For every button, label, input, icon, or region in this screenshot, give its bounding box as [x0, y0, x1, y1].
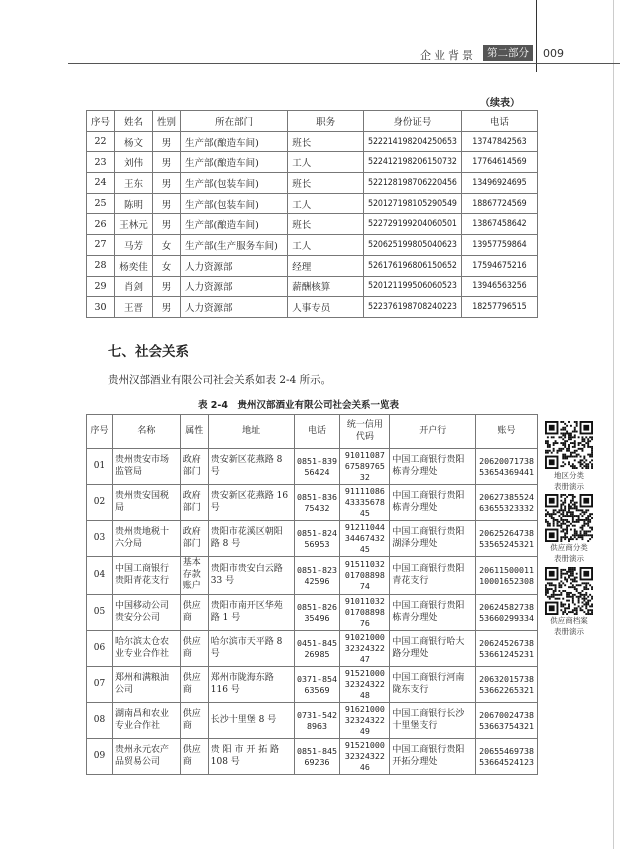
- table-cell: 13957759864: [461, 235, 537, 256]
- table-cell: 生产部(包装车间): [180, 173, 287, 194]
- table-cell: 王东: [115, 173, 153, 194]
- col-header: 电话: [461, 111, 537, 132]
- table-row: [87, 214, 538, 235]
- section-title: 七、社会关系: [108, 344, 189, 360]
- table-cell: 贵安新区花燕路 8 号: [208, 449, 294, 485]
- table-cell: 18257796515: [461, 297, 537, 318]
- table-cell: 08: [87, 703, 113, 739]
- table-cell: 人力资源部: [180, 276, 287, 297]
- page-number: 009: [543, 47, 564, 60]
- page-edge-line: [613, 0, 614, 849]
- table-cell: 供应商: [180, 595, 208, 631]
- table-row: [87, 595, 538, 631]
- table-cell: 政府部门: [180, 449, 208, 485]
- table-cell: 男: [152, 297, 180, 318]
- table-cell: 03: [87, 521, 113, 557]
- table-cell: 生产部(包装车间): [180, 193, 287, 214]
- table-cell: 2061150001110001652308: [476, 557, 538, 595]
- col-header: 电话: [294, 415, 340, 449]
- table-row: [87, 276, 538, 297]
- table-cell: 供应商: [180, 739, 208, 775]
- table-cell: 中国工商银行贵阳开拓分理处: [390, 739, 476, 775]
- table-row: [87, 739, 538, 775]
- table-header-row: [87, 415, 538, 449]
- table-cell: 07: [87, 667, 113, 703]
- table-row: [87, 667, 538, 703]
- table-cell: 2063201573853662265321: [476, 667, 538, 703]
- table-cell: 生产部(酿造车间): [180, 214, 287, 235]
- table-cell: 29: [87, 276, 115, 297]
- table-cell: 910110876758976532: [340, 449, 390, 485]
- header-divider-horizontal: [68, 63, 620, 64]
- table-row: [87, 521, 538, 557]
- table-cell: 0851-82635496: [294, 595, 340, 631]
- table-cell: 女: [152, 235, 180, 256]
- table-cell: 马芳: [115, 235, 153, 256]
- col-header: 身份证号: [364, 111, 462, 132]
- table-cell: 中国工商银行贵阳栋青分理处: [390, 485, 476, 521]
- table-cell: 06: [87, 631, 113, 667]
- col-header: 所在部门: [180, 111, 287, 132]
- col-header: 序号: [87, 111, 115, 132]
- table-cell: 24: [87, 173, 115, 194]
- table-cell: 中国移动公司贵安分公司: [112, 595, 180, 631]
- table-cell: 供应商: [180, 631, 208, 667]
- table-row: [87, 131, 538, 152]
- table-cell: 薪酬核算: [288, 276, 364, 297]
- table-cell: 522128198706220456: [364, 173, 462, 194]
- table-cell: 522376198708240223: [364, 297, 462, 318]
- table-cell: 中国工商银行哈大路分理处: [390, 631, 476, 667]
- table-cell: 22: [87, 131, 115, 152]
- table-cell: 贵州贵地税十六分局: [112, 521, 180, 557]
- table-cell: 27: [87, 235, 115, 256]
- qr-label-supplier-class: 供应商分类 表册演示: [550, 543, 588, 563]
- table-cell: 911110864333567845: [340, 485, 390, 521]
- qr-code-supplier-class[interactable]: [545, 494, 593, 542]
- table-row: [87, 152, 538, 173]
- table-cell: 526176196806150652: [364, 255, 462, 276]
- table-cell: 13946563256: [461, 276, 537, 297]
- table-cell: 0851-82342596: [294, 557, 340, 595]
- table-cell: 02: [87, 485, 113, 521]
- col-header: 姓名: [115, 111, 153, 132]
- table-cell: 0731-5428963: [294, 703, 340, 739]
- table-cell: 人事专员: [288, 297, 364, 318]
- table-cell: 班长: [288, 214, 364, 235]
- table-cell: 经理: [288, 255, 364, 276]
- table-cell: 25: [87, 193, 115, 214]
- table-cell: 05: [87, 595, 113, 631]
- table-cell: 13747842563: [461, 131, 537, 152]
- table-cell: 520625199805040623: [364, 235, 462, 256]
- col-header: 账号: [476, 415, 538, 449]
- table-cell: 915210003232432248: [340, 667, 390, 703]
- table-cell: 杨奕佳: [115, 255, 153, 276]
- table-cell: 2062738552463655323332: [476, 485, 538, 521]
- table-cell: 生产部(生产服务车间): [180, 235, 287, 256]
- table-cell: 522214198204250653: [364, 131, 462, 152]
- table-cell: 肖剑: [115, 276, 153, 297]
- table-cell: 915210003232432246: [340, 739, 390, 775]
- table-cell: 2062007173853654369441: [476, 449, 538, 485]
- table-cell: 520127198105290549: [364, 193, 462, 214]
- table-cell: 18867724569: [461, 193, 537, 214]
- table-cell: 23: [87, 152, 115, 173]
- table-cell: 贵州贵安国税局: [112, 485, 180, 521]
- table-row: [87, 449, 538, 485]
- table-cell: 陈明: [115, 193, 153, 214]
- table-cell: 基本存款账户: [180, 557, 208, 595]
- table-header-row: [87, 111, 538, 132]
- table-cell: 工人: [288, 193, 364, 214]
- table-cell: 供应商: [180, 667, 208, 703]
- table-cell: 男: [152, 276, 180, 297]
- table-cell: 09: [87, 739, 113, 775]
- table-cell: 0851-84569236: [294, 739, 340, 775]
- table-cell: 郑州市陇海东路 116 号: [208, 667, 294, 703]
- table-cell: 28: [87, 255, 115, 276]
- table-row: [87, 631, 538, 667]
- table-cell: 贵 阳 市 开 拓 路 108 号: [208, 739, 294, 775]
- col-header: 属性: [180, 415, 208, 449]
- col-header: 地址: [208, 415, 294, 449]
- table-cell: 生产部(酿造车间): [180, 152, 287, 173]
- table-cell: 01: [87, 449, 113, 485]
- table-cell: 王林元: [115, 214, 153, 235]
- table-cell: 中国工商银行贵阳栋青分理处: [390, 595, 476, 631]
- table-cell: 2062458273853660299334: [476, 595, 538, 631]
- qr-label-supplier-file: 供应商档案 表册演示: [550, 616, 588, 636]
- table-cell: 人力资源部: [180, 255, 287, 276]
- table-cell: 522729199204060501: [364, 214, 462, 235]
- table-cell: 0371-85463569: [294, 667, 340, 703]
- table-cell: 中国工商银行贵阳青花支行: [112, 557, 180, 595]
- table-row: [87, 235, 538, 256]
- table-cell: 2062452673853661245231: [476, 631, 538, 667]
- table-row: [87, 703, 538, 739]
- table-cell: 生产部(酿造车间): [180, 131, 287, 152]
- table-cell: 中国工商银行贵阳湖泽分理处: [390, 521, 476, 557]
- table-cell: 贵州贵安市场监管局: [112, 449, 180, 485]
- table-cell: 女: [152, 255, 180, 276]
- table-cell: 男: [152, 152, 180, 173]
- table-cell: 政府部门: [180, 521, 208, 557]
- table-cell: 政府部门: [180, 485, 208, 521]
- table-cell: 0851-82456953: [294, 521, 340, 557]
- table-cell: 2062526473853565245321: [476, 521, 538, 557]
- table-cell: 供应商: [180, 703, 208, 739]
- table-cell: 男: [152, 214, 180, 235]
- table-cell: 910110320170889876: [340, 595, 390, 631]
- table-cell: 26: [87, 214, 115, 235]
- table-row: [87, 255, 538, 276]
- qr-label-region: 地区分类 表册演示: [554, 471, 584, 491]
- qr-code-region[interactable]: [545, 421, 593, 469]
- col-header: 名称: [112, 415, 180, 449]
- table-cell: 湖南昌和农业专业合作社: [112, 703, 180, 739]
- table-cell: 0851-83675432: [294, 485, 340, 521]
- table-cell: 刘伟: [115, 152, 153, 173]
- table-cell: 贵阳市南开区华苑路 1 号: [208, 595, 294, 631]
- col-header: 开户行: [390, 415, 476, 449]
- table-cell: 520121199506060523: [364, 276, 462, 297]
- table-cell: 2067002473853663754321: [476, 703, 538, 739]
- table-cell: 人力资源部: [180, 297, 287, 318]
- table-cell: 中国工商银行贵阳青花支行: [390, 557, 476, 595]
- table-cell: 中国工商银行长沙十里堡支行: [390, 703, 476, 739]
- table-cell: 910210003232432247: [340, 631, 390, 667]
- table-caption: 表 2-4 贵州汉部酒业有限公司社会关系一览表: [198, 400, 399, 411]
- table-cell: 915110320170889874: [340, 557, 390, 595]
- table-cell: 中国工商银行河南陇东支行: [390, 667, 476, 703]
- table-row: [87, 485, 538, 521]
- table-cell: 杨文: [115, 131, 153, 152]
- table-cell: 贵安新区花燕路 16 号: [208, 485, 294, 521]
- section-intro: 贵州汉部酒业有限公司社会关系如表 2-4 所示。: [108, 374, 332, 386]
- table-cell: 男: [152, 173, 180, 194]
- table-cell: 13867458642: [461, 214, 537, 235]
- table-cell: 17594675216: [461, 255, 537, 276]
- table-row: [87, 297, 538, 318]
- table-cell: 0451-84526985: [294, 631, 340, 667]
- header-part-badge: 第二部分: [483, 45, 533, 61]
- table-cell: 班长: [288, 173, 364, 194]
- social-relations-table: [86, 414, 538, 775]
- table-cell: 中国工商银行贵阳栋青分理处: [390, 449, 476, 485]
- table-row: [87, 557, 538, 595]
- table-continued-label: （续表）: [480, 98, 520, 109]
- table-cell: 916210003232432249: [340, 703, 390, 739]
- table-cell: 哈尔滨太仓农业专业合作社: [112, 631, 180, 667]
- table-cell: 贵阳市贵安白云路 33 号: [208, 557, 294, 595]
- col-header: 职务: [288, 111, 364, 132]
- table-row: [87, 193, 538, 214]
- table-cell: 郑州和满粮油公司: [112, 667, 180, 703]
- qr-code-icon: [545, 567, 593, 615]
- table-cell: 04: [87, 557, 113, 595]
- col-header: 性别: [152, 111, 180, 132]
- table-cell: 男: [152, 131, 180, 152]
- table-cell: 912110443446743245: [340, 521, 390, 557]
- employee-table: [86, 110, 538, 318]
- table-cell: 0851-83956424: [294, 449, 340, 485]
- table-cell: 522412198206150732: [364, 152, 462, 173]
- table-cell: 男: [152, 193, 180, 214]
- table-cell: 30: [87, 297, 115, 318]
- table-cell: 贵州永元农产品贸易公司: [112, 739, 180, 775]
- header-divider-vertical: [536, 0, 537, 72]
- qr-code-icon: [545, 494, 593, 542]
- table-cell: 长沙十里堡 8 号: [208, 703, 294, 739]
- qr-code-icon: [545, 421, 593, 469]
- table-cell: 贵阳市花溪区朝阳路 8 号: [208, 521, 294, 557]
- col-header: 统一信用代码: [340, 415, 390, 449]
- table-cell: 工人: [288, 235, 364, 256]
- table-cell: 哈尔滨市天平路 8 号: [208, 631, 294, 667]
- table-cell: 工人: [288, 152, 364, 173]
- table-cell: 2065546973853664524123: [476, 739, 538, 775]
- qr-code-supplier-file[interactable]: [545, 567, 593, 615]
- col-header: 序号: [87, 415, 113, 449]
- table-cell: 王晋: [115, 297, 153, 318]
- table-row: [87, 173, 538, 194]
- table-cell: 17764614569: [461, 152, 537, 173]
- table-cell: 13496924695: [461, 173, 537, 194]
- table-cell: 班长: [288, 131, 364, 152]
- header-title: 企业背景: [420, 49, 476, 62]
